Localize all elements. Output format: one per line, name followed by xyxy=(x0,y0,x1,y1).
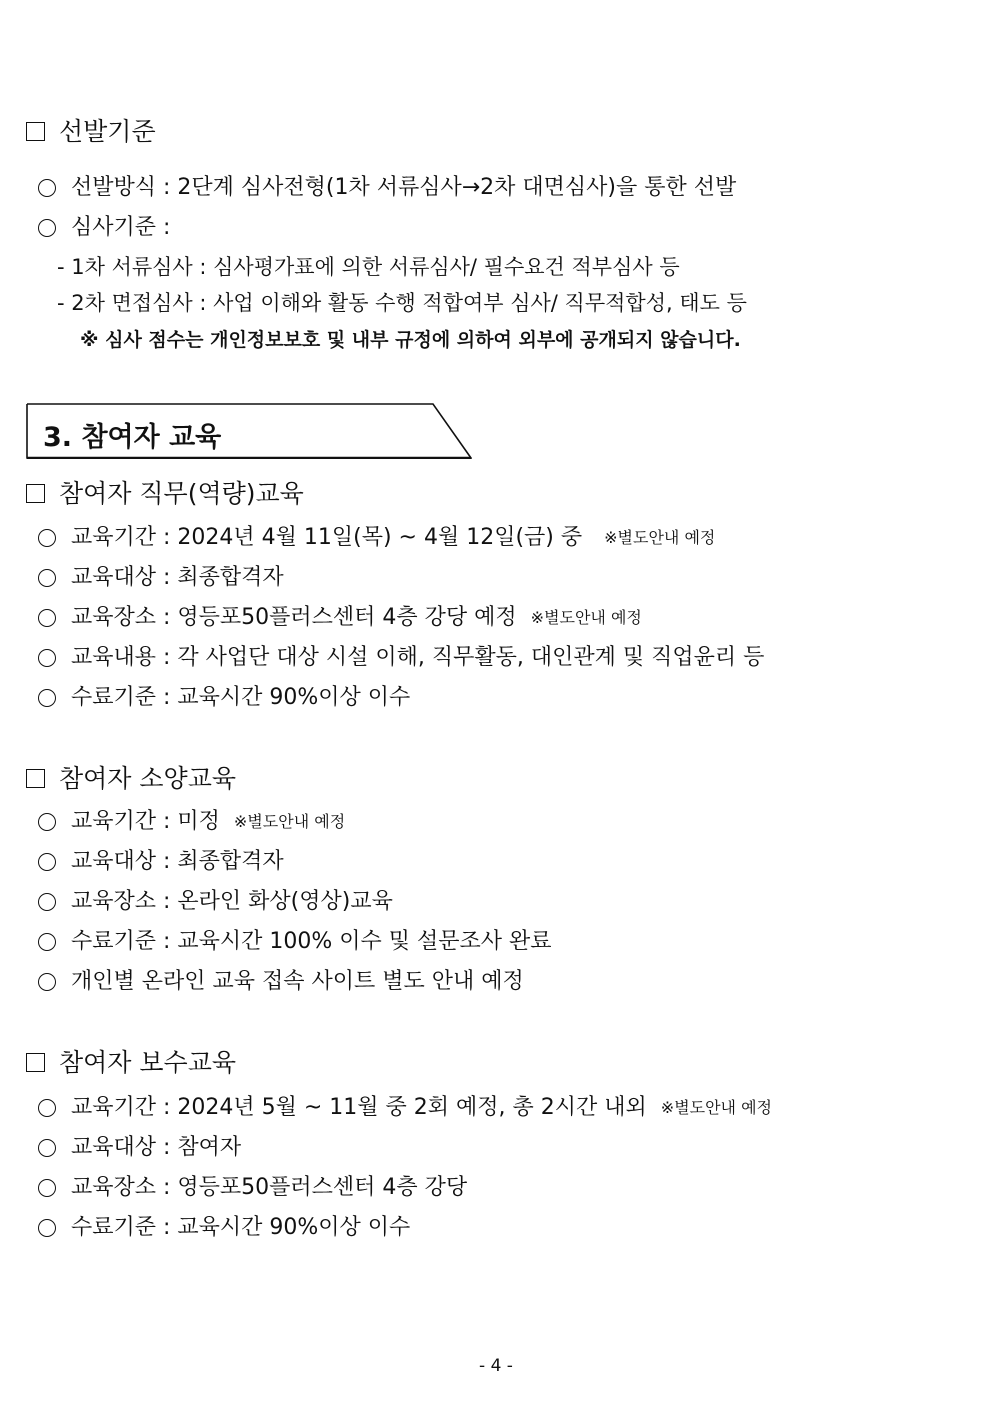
list-item-text: 교육기간 : 2024년 4월 11일(목) ~ 4월 12일(금) 중 xyxy=(71,525,583,550)
circle-bullet-icon xyxy=(38,853,56,871)
page-number: - 4 - xyxy=(479,1356,513,1376)
list-item xyxy=(38,931,552,953)
list-item xyxy=(38,811,345,833)
culture-training-heading xyxy=(26,766,236,791)
circle-bullet-icon xyxy=(38,1139,56,1157)
list-item-note: ※별도안내 예정 xyxy=(530,608,642,627)
criteria-item: - 1차 서류심사 : 심사평가표에 의한 서류심사/ 필수요건 적부심사 등 xyxy=(57,255,680,279)
refresher-training-heading xyxy=(26,1050,236,1075)
list-item-text: 교육대상 : 최종합격자 xyxy=(71,565,284,590)
selection-heading xyxy=(26,119,156,144)
section-title-text: 3. 참여자 교육 xyxy=(43,422,222,453)
list-item-note: ※별도안내 예정 xyxy=(233,812,346,831)
circle-bullet-icon xyxy=(38,529,56,547)
criteria-item: - 2차 면접심사 : 사업 이해와 활동 수행 적합여부 심사/ 직무적합성, 태도 등 xyxy=(57,291,747,315)
list-item-text: 교육기간 : 미정 xyxy=(71,809,220,834)
circle-bullet-icon xyxy=(38,933,56,951)
list-item xyxy=(38,1137,241,1159)
circle-bullet-icon xyxy=(38,569,56,587)
selection-heading-text: 선발기준 xyxy=(59,117,156,146)
selection-criteria-label xyxy=(38,217,170,239)
circle-bullet-icon xyxy=(38,609,56,627)
list-item xyxy=(38,971,524,993)
section-title-box xyxy=(26,402,472,459)
selection-method xyxy=(38,177,736,199)
selection-criteria-label-text: 심사기준 : xyxy=(71,215,171,240)
list-item-text: 교육대상 : 최종합격자 xyxy=(71,849,284,874)
circle-bullet-icon xyxy=(38,219,56,237)
culture-training-heading-text: 참여자 소양교육 xyxy=(59,764,236,793)
list-item xyxy=(38,647,764,669)
list-item xyxy=(38,1217,410,1239)
list-item-text: 교육내용 : 각 사업단 대상 시설 이해, 직무활동, 대인관계 및 직업윤리 등 xyxy=(71,645,765,670)
circle-bullet-icon xyxy=(38,689,56,707)
list-item-text: 교육기간 : 2024년 5월 ~ 11월 중 2회 예정, 총 2시간 내외 xyxy=(71,1095,647,1120)
list-item-text: 수료기준 : 교육시간 90%이상 이수 xyxy=(71,685,411,710)
list-item-text: 교육장소 : 온라인 화상(영상)교육 xyxy=(71,889,393,914)
circle-bullet-icon xyxy=(38,1179,56,1197)
circle-bullet-icon xyxy=(38,649,56,667)
checkbox-square-icon xyxy=(26,769,45,788)
score-notice: ※ 심사 점수는 개인정보보호 및 내부 규정에 의하여 외부에 공개되지 않습니다. xyxy=(80,329,741,351)
list-item-text: 교육대상 : 참여자 xyxy=(71,1135,242,1160)
list-item-text: 수료기준 : 교육시간 100% 이수 및 설문조사 완료 xyxy=(71,929,552,954)
list-item xyxy=(38,1097,772,1119)
job-training-heading xyxy=(26,481,304,506)
list-item-note: ※별도안내 예정 xyxy=(660,1098,773,1117)
list-item xyxy=(38,687,410,709)
list-item-text: 교육장소 : 영등포50플러스센터 4층 강당 예정 xyxy=(71,605,517,630)
checkbox-square-icon xyxy=(26,122,45,141)
list-item xyxy=(38,851,284,873)
circle-bullet-icon xyxy=(38,973,56,991)
list-item-text: 교육장소 : 영등포50플러스센터 4층 강당 xyxy=(71,1175,468,1200)
job-training-heading-text: 참여자 직무(역량)교육 xyxy=(59,479,304,508)
refresher-training-heading-text: 참여자 보수교육 xyxy=(59,1048,236,1077)
checkbox-square-icon xyxy=(26,1053,45,1072)
list-item-text: 개인별 온라인 교육 접속 사이트 별도 안내 예정 xyxy=(71,969,524,994)
circle-bullet-icon xyxy=(38,813,56,831)
list-item-text: 수료기준 : 교육시간 90%이상 이수 xyxy=(71,1215,411,1240)
circle-bullet-icon xyxy=(38,1219,56,1237)
list-item-note: ※별도안내 예정 xyxy=(604,528,716,547)
circle-bullet-icon xyxy=(38,179,56,197)
list-item xyxy=(38,891,393,913)
list-item xyxy=(38,567,284,589)
checkbox-square-icon xyxy=(26,484,45,503)
list-item xyxy=(38,607,642,629)
circle-bullet-icon xyxy=(38,893,56,911)
list-item xyxy=(38,1177,467,1199)
selection-method-text: 선발방식 : 2단계 심사전형(1차 서류심사→2차 대면심사)을 통한 선발 xyxy=(71,175,737,200)
list-item xyxy=(38,527,715,549)
circle-bullet-icon xyxy=(38,1099,56,1117)
